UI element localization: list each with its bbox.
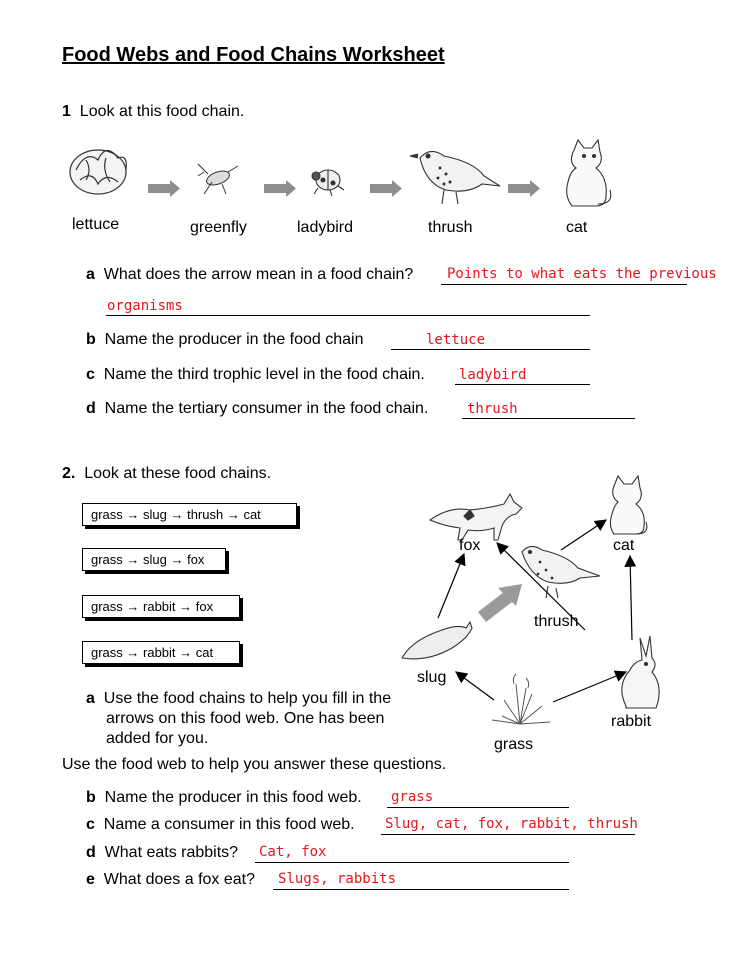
chain-box-3: grass → rabbit → fox: [82, 595, 240, 618]
web-label-cat: cat: [613, 537, 635, 554]
arrow-grass-to-rabbit: [553, 672, 626, 702]
question-2: 2. Look at these food chains.: [62, 465, 272, 482]
chain-box-4: grass → rabbit → cat: [82, 641, 240, 664]
web-label-slug: slug: [417, 669, 447, 686]
web-label-fox: fox: [459, 537, 481, 554]
question-2b: b Name the producer in this food web.: [86, 789, 362, 806]
instruction-text: Use the food web to help you answer these questions.: [62, 756, 447, 773]
question-2a-line1: a Use the food chains to help you fill in the: [86, 690, 392, 707]
answer-1c: ladybird: [459, 367, 527, 383]
chain-box-1: grass → slug → thrush → cat: [82, 503, 297, 526]
question-1b: b Name the producer in the food chain: [86, 331, 364, 348]
answer-1a-line1: Points to what eats the previous: [447, 266, 717, 282]
answer-line-2c: [381, 834, 635, 835]
example-arrow-icon: [478, 584, 522, 622]
fox-picture: [430, 494, 522, 540]
answer-2e: Slugs, rabbits: [278, 871, 397, 887]
answer-1d: thrush: [467, 401, 518, 417]
answer-2b: grass: [391, 789, 434, 805]
slug-picture: [402, 622, 472, 659]
organism-ladybird: ladybird: [297, 219, 354, 236]
answer-line-2b: [387, 807, 569, 808]
web-label-grass: grass: [494, 736, 534, 753]
question-1c: c Name the third trophic level in the food chain.: [86, 366, 425, 383]
question-1-prompt: Look at this food chain.: [79, 103, 245, 120]
question-2c: c Name a consumer in this food web.: [86, 816, 355, 833]
organism-thrush: thrush: [428, 219, 473, 236]
web-thrush-picture: [522, 546, 600, 598]
question-2e: e What does a fox eat?: [86, 871, 255, 888]
answer-2d: Cat, fox: [259, 844, 327, 860]
web-cat-picture: [610, 476, 646, 534]
arrow-rabbit-to-cat: [630, 556, 632, 640]
question-1a: a What does the arrow mean in a food chain?: [86, 266, 414, 283]
arrow-thrush-to-cat: [561, 520, 606, 550]
web-label-rabbit: rabbit: [611, 713, 652, 730]
question-2a-line3: added for you.: [106, 730, 209, 747]
page-title: Food Webs and Food Chains Worksheet: [62, 44, 445, 66]
question-1-number: 1: [62, 103, 71, 120]
grass-picture: [492, 674, 550, 724]
organism-lettuce: lettuce: [72, 216, 120, 233]
question-1d: d Name the tertiary consumer in the food chain.: [86, 400, 429, 417]
question-2a-line2: arrows on this food web. One has been: [106, 710, 385, 727]
arrow-slug-to-fox: [438, 554, 464, 618]
answer-1b: lettuce: [426, 332, 486, 348]
question-2d: d What eats rabbits?: [86, 844, 239, 861]
organism-cat: cat: [566, 219, 588, 236]
answer-2c: Slug, cat, fox, rabbit, thrush: [385, 816, 638, 832]
web-label-thrush: thrush: [534, 613, 579, 630]
arrow-grass-to-slug: [456, 672, 494, 700]
rabbit-picture: [622, 636, 659, 708]
chain-box-2: grass → slug → fox: [82, 548, 226, 571]
organism-greenfly: greenfly: [190, 219, 247, 236]
answer-1a-line2: organisms: [107, 298, 183, 314]
answer-line-2e: [273, 889, 569, 890]
answer-line-2d: [255, 862, 569, 863]
